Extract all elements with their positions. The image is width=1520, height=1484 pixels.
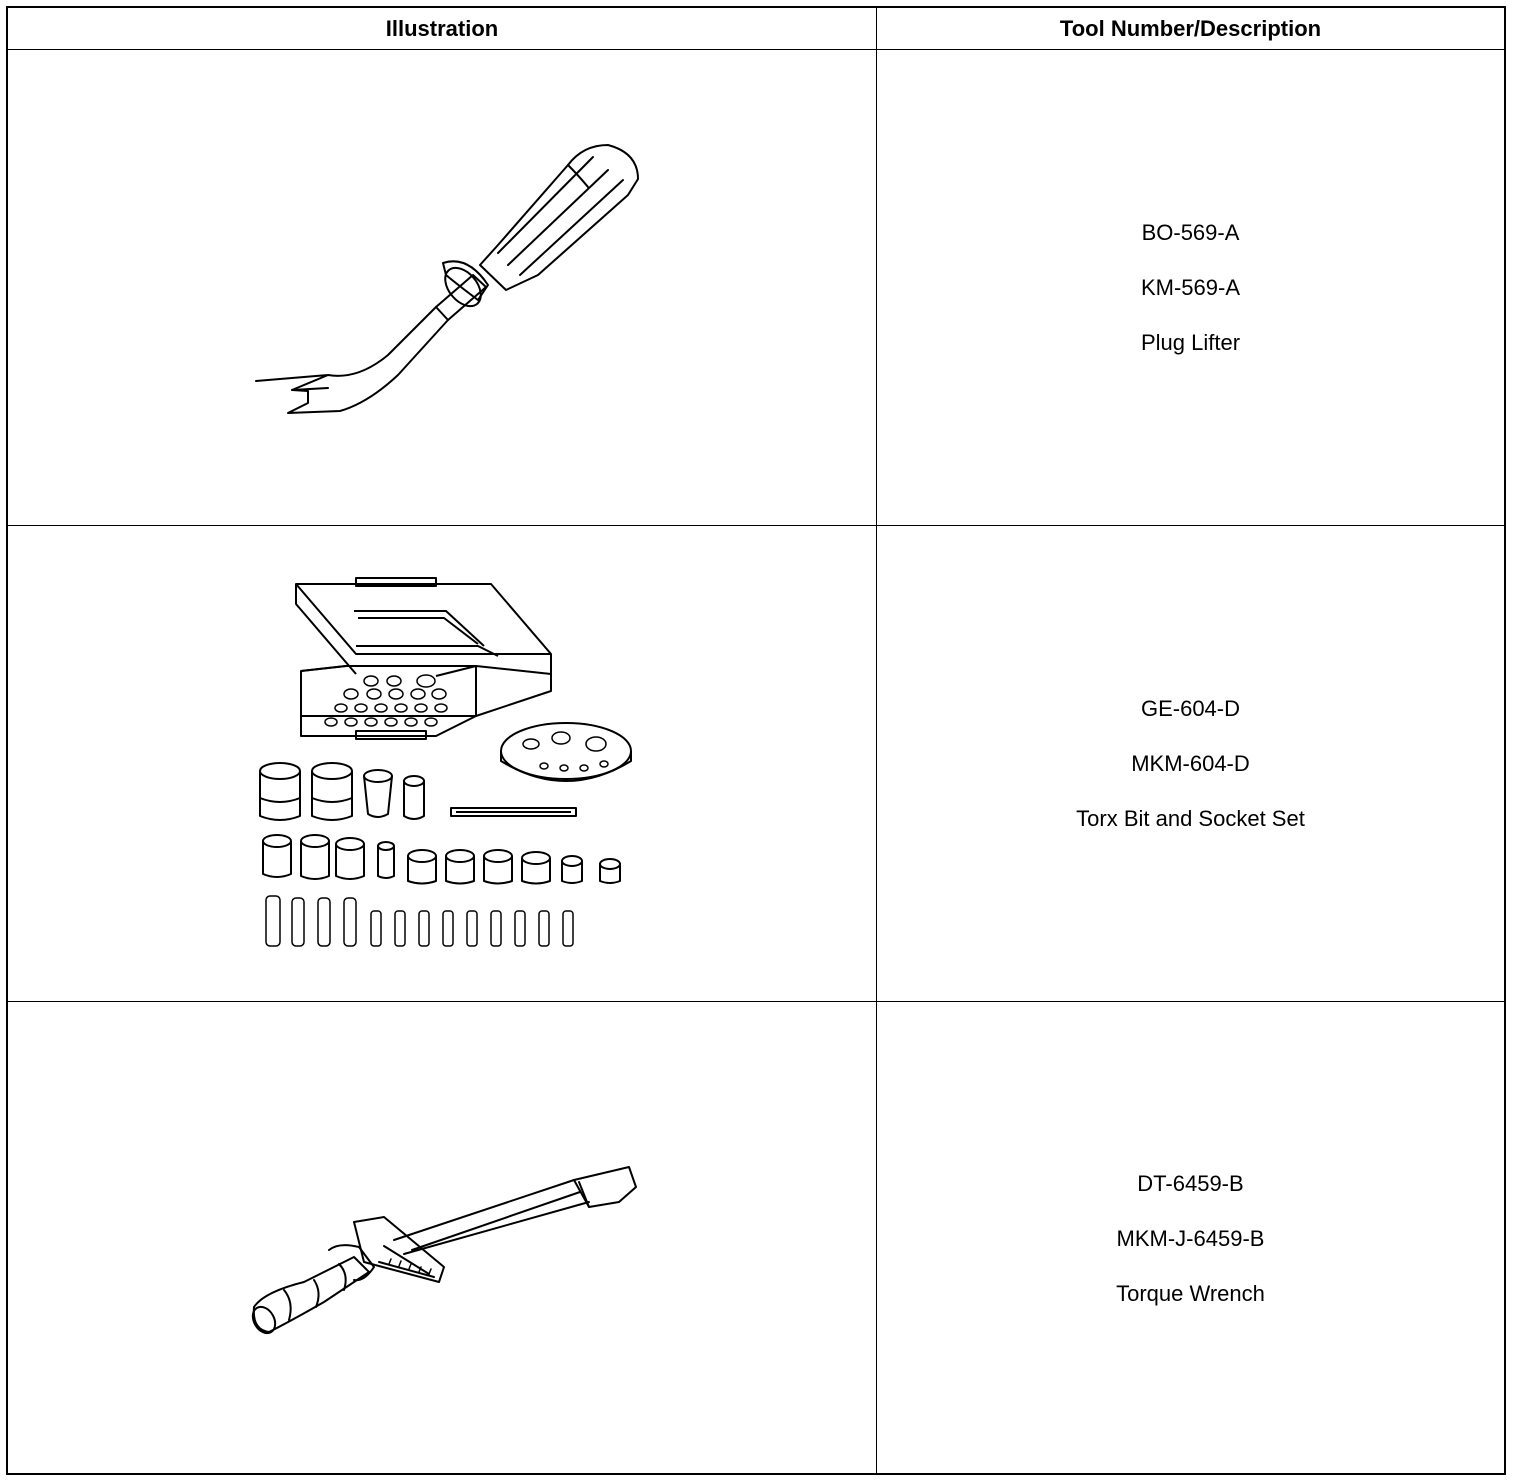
torx-bit-socket-set-icon bbox=[246, 576, 636, 951]
tool-number-primary: DT-6459-B bbox=[1137, 1171, 1244, 1196]
tool-description: Torx Bit and Socket Set bbox=[1076, 806, 1305, 831]
illustration-cell bbox=[8, 1002, 876, 1475]
tool-table bbox=[6, 6, 1506, 1475]
description-cell bbox=[877, 526, 1504, 1001]
tool-number-secondary: KM-569-A bbox=[1140, 275, 1241, 300]
table-row bbox=[8, 1002, 1504, 1475]
tool-description: Plug Lifter bbox=[1140, 330, 1241, 355]
illustration-cell bbox=[8, 526, 876, 1001]
tool-number-primary: BO-569-A bbox=[1141, 220, 1240, 245]
tool-number-primary: GE-604-D bbox=[1140, 696, 1241, 721]
description-cell bbox=[877, 1002, 1504, 1475]
table-row bbox=[8, 50, 1504, 525]
illustration-cell bbox=[8, 50, 876, 525]
table-row bbox=[8, 526, 1504, 1001]
header-tool-description: Tool Number/Description bbox=[1059, 16, 1322, 41]
tool-description: Torque Wrench bbox=[1116, 1281, 1265, 1306]
header-illustration: Illustration bbox=[385, 16, 499, 41]
description-cell bbox=[877, 50, 1504, 525]
torque-wrench-icon bbox=[244, 1162, 644, 1342]
tool-number-secondary: MKM-604-D bbox=[1131, 751, 1250, 776]
plug-lifter-icon bbox=[248, 135, 648, 435]
tool-number-secondary: MKM-J-6459-B bbox=[1116, 1226, 1265, 1251]
